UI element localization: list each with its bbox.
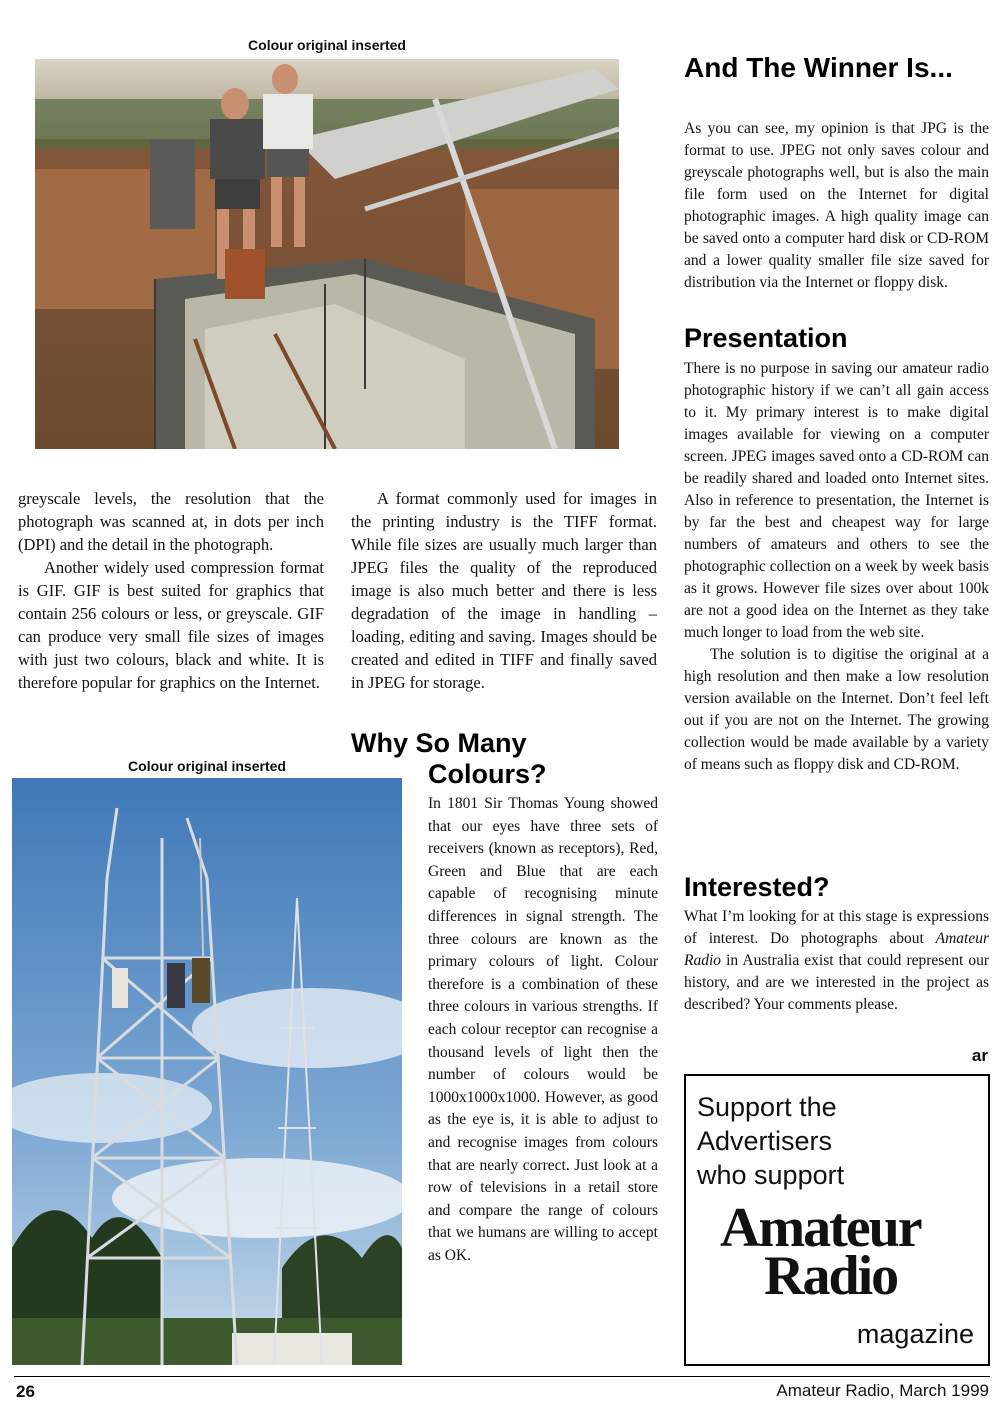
col3-paragraph-4	[684, 906, 989, 1016]
col3-p4-start: What I’m looking for at this stage is expressions of interest. Do photographs about	[684, 908, 989, 947]
col1-paragraph-2: Another widely used compression format is GIF. GIF is best suited for graphics that contain 256 colours or less, or greyscale. GIF can produce very small file sizes of images with just two colours, black and white. It is therefore popular for graphics on the Internet.	[18, 558, 324, 692]
ad-line-2: Advertisers	[697, 1126, 833, 1156]
bottom-photo-caption: Colour original inserted	[128, 758, 286, 774]
col2-paragraph-2: In 1801 Sir Thomas Young showed that our eyes have three sets of receivers (known as receptors), Red, Green and Blue that are each capable of recognising minute differences in signal strength. The three colours are known as the primary colours of light. Colour therefore is a combination of these three colours in various strengths. If each colour receptor can recognise a thousand levels of light then the number of colours would be 1000x1000x1000. However, as good as the eye is, it is able to adjust to and recognise images from colours that are nearly correct. Just look at a row of televisions in a retail store and compare the range of colours that we humans are willing to accept as OK.	[428, 795, 658, 1264]
page-number: 26	[16, 1382, 35, 1401]
ad-line-3: who support	[697, 1160, 845, 1190]
heading-and-the-winner-is: And The Winner Is...	[684, 52, 953, 83]
col3-paragraph-3: The solution is to digitise the original at a high resolution and then make a low resolution version available on the Internet. Don’t feel left out if you are not on the Internet. The growing collection would be made available by a variety of means such as floppy disk and CD-ROM.	[684, 646, 989, 773]
ad-magazine: magazine	[856, 1319, 974, 1349]
col3-p4-italic: Amateur Radio	[684, 930, 989, 969]
ad-line-1: Support the	[697, 1092, 837, 1122]
col2-paragraph-1: A format commonly used for images in the printing industry is the TIFF format. While file sizes are usually much larger than JPEG files the quality of the reproduced image is also much better and there is less degradation of the image in handling –loading, editing and saving. Images should be created and edited in TIFF and finally saved in JPEG for storage.	[351, 489, 657, 692]
logo-radio: Radio	[764, 1245, 898, 1307]
heading-colours: Colours?	[428, 759, 547, 789]
column-three-interested	[684, 906, 989, 1016]
ad-text	[697, 1090, 844, 1192]
column-two-upper	[351, 487, 657, 694]
heading-why-so-many: Why So Many	[351, 728, 527, 758]
column-one	[18, 487, 324, 694]
support-advertisers-box	[684, 1074, 990, 1366]
top-photo-caption: Colour original inserted	[248, 37, 406, 53]
heading-presentation: Presentation	[684, 323, 848, 353]
column-three-winner	[684, 118, 989, 294]
amateur-radio-logo	[720, 1197, 921, 1307]
column-two-lower	[428, 793, 658, 1267]
logo-amateur: Amateur	[720, 1197, 921, 1259]
antenna-towers-photo	[12, 778, 402, 1365]
col3-p4-end: in Australia exist that could represent our history, and are we interested in the project as described? Your comments please.	[684, 952, 989, 1013]
concrete-pour-illustration	[35, 59, 619, 449]
antenna-towers-illustration	[12, 778, 402, 1365]
footer-rule	[14, 1376, 990, 1377]
col3-paragraph-2: There is no purpose in saving our amateur radio photographic history if we can’t all gain access to it. My primary interest is to make digital images available for viewing on a computer screen. JPEG images saved onto a CD-ROM can be readily shared and loaded onto Internet sites. Also in reference to presentation, the Internet is by far the best and cheapest way for large numbers of amateurs and others to see the photographic collection on a week by week basis as it grows. However file sizes over about 100k are not a good idea on the Internet as they take much longer to load from the web site.	[684, 360, 989, 641]
col1-paragraph-1: greyscale levels, the resolution that the photograph was scanned at, in dots per inch (DPI) and the detail in the photograph.	[18, 489, 324, 554]
heading-interested: Interested?	[684, 872, 830, 902]
column-three-presentation	[684, 358, 989, 776]
col3-paragraph-1: As you can see, my opinion is that JPG is the format to use. JPEG not only saves colour and greyscale photographs well, but is also the main file form used on the Internet for digital photographic images. A high quality image can be saved onto a computer hard disk or CD-ROM and a lower quality smaller file size saved for distribution via the Internet or floppy disk.	[684, 120, 989, 291]
publication-line: Amateur Radio, March 1999	[776, 1381, 989, 1400]
concrete-pour-photo	[35, 59, 619, 449]
signoff-ar: ar	[971, 1046, 988, 1065]
